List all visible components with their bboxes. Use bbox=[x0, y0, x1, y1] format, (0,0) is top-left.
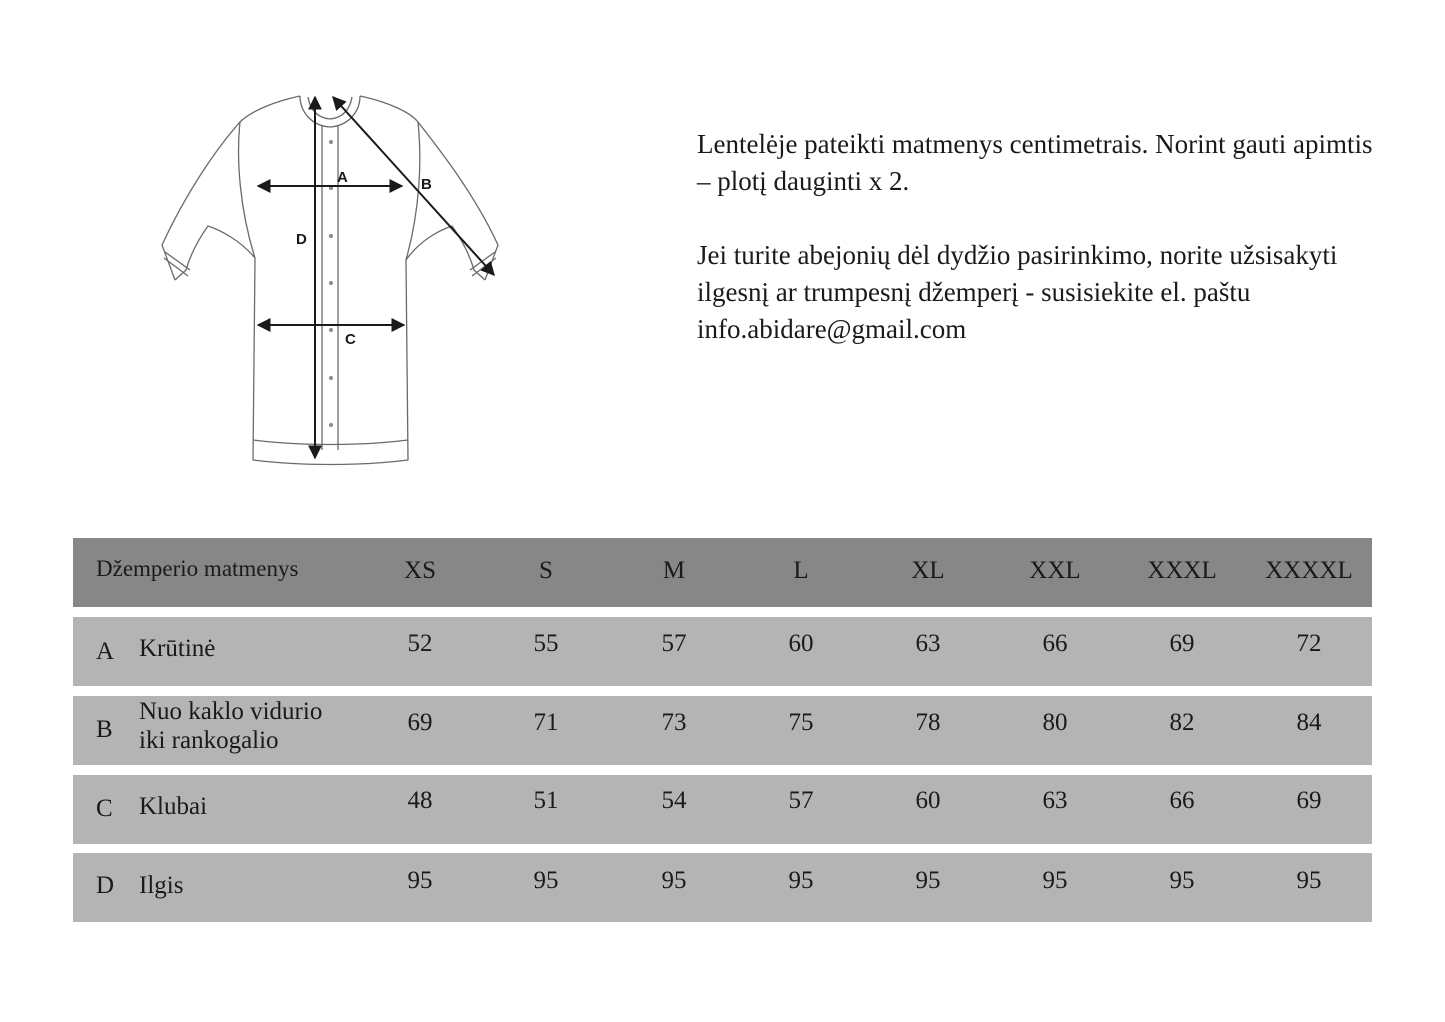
garment-diagram bbox=[150, 88, 520, 468]
cell-value: 57 bbox=[788, 787, 814, 814]
row-label-line-1: Nuo kaklo vidurio bbox=[139, 698, 323, 725]
row-letter: A bbox=[96, 638, 115, 665]
cell-value: 95 bbox=[788, 867, 814, 894]
info-text bbox=[697, 126, 1387, 348]
garment-buttons bbox=[329, 140, 333, 427]
cell-value: 69 bbox=[1296, 787, 1322, 814]
table-row-c bbox=[73, 775, 1372, 844]
cell-value: 63 bbox=[1042, 787, 1068, 814]
cell-value: 80 bbox=[1042, 709, 1068, 736]
cell-value: 95 bbox=[1296, 867, 1322, 894]
cell-value: 95 bbox=[661, 867, 687, 894]
cell-value: 57 bbox=[661, 630, 687, 657]
cell-value: 95 bbox=[1042, 867, 1068, 894]
measurement-labels bbox=[296, 169, 432, 348]
cell-value: 82 bbox=[1169, 709, 1195, 736]
header-size-xxxxl: XXXXL bbox=[1265, 557, 1353, 584]
row-label: Ilgis bbox=[139, 872, 184, 899]
row-label: Krūtinė bbox=[139, 635, 216, 662]
cell-value: 48 bbox=[407, 787, 433, 814]
cell-value: 95 bbox=[407, 867, 433, 894]
header-size-s: S bbox=[539, 557, 553, 584]
header-size-m: M bbox=[662, 557, 686, 584]
cell-value: 71 bbox=[533, 709, 559, 736]
cell-value: 66 bbox=[1169, 787, 1195, 814]
table-row-a bbox=[73, 617, 1372, 686]
row-letter: C bbox=[96, 795, 113, 822]
table-row-d bbox=[73, 853, 1372, 922]
garment-outline bbox=[162, 96, 498, 465]
label-d: D bbox=[296, 231, 307, 248]
cell-value: 84 bbox=[1296, 709, 1322, 736]
cell-value: 63 bbox=[915, 630, 941, 657]
header-size-xxxl: XXXL bbox=[1147, 557, 1217, 584]
info-paragraph-units: Lentelėje pateikti matmenys centimetrais. Norint gauti apimtis – plotį dauginti x 2. bbox=[697, 129, 1373, 196]
table-row-b bbox=[73, 696, 1372, 765]
row-label: Klubai bbox=[139, 793, 208, 820]
cell-value: 66 bbox=[1042, 630, 1068, 657]
label-b: B bbox=[421, 176, 432, 193]
cell-value: 51 bbox=[533, 787, 559, 814]
cell-value: 55 bbox=[533, 630, 559, 657]
header-size-xs: XS bbox=[404, 557, 436, 584]
header-size-xxl: XXL bbox=[1029, 557, 1081, 584]
cell-value: 60 bbox=[915, 787, 941, 814]
info-paragraph-contact: Jei turite abejonių dėl dydžio pasirinkimo, norite užsisakyti ilgesnį ar trumpesnį džemperį - susisiekite el. paštu info.abidare@gmail.com bbox=[697, 240, 1338, 344]
row-letter: B bbox=[96, 716, 113, 743]
cell-value: 73 bbox=[661, 709, 687, 736]
cell-value: 69 bbox=[407, 709, 433, 736]
cell-value: 95 bbox=[915, 867, 941, 894]
row-letter: D bbox=[96, 872, 115, 899]
cell-value: 60 bbox=[788, 630, 814, 657]
measurement-arrows bbox=[258, 97, 494, 458]
cell-value: 95 bbox=[533, 867, 559, 894]
cell-value: 95 bbox=[1169, 867, 1195, 894]
header-size-l: L bbox=[793, 557, 809, 584]
cell-value: 75 bbox=[788, 709, 814, 736]
cell-value: 52 bbox=[407, 630, 433, 657]
cell-value: 69 bbox=[1169, 630, 1195, 657]
label-c: C bbox=[345, 331, 356, 348]
header-size-xl: XL bbox=[911, 557, 945, 584]
cell-value: 54 bbox=[661, 787, 687, 814]
label-a: A bbox=[337, 169, 348, 186]
cell-value: 78 bbox=[915, 709, 941, 736]
table-header-label: Džemperio matmenys bbox=[96, 556, 299, 581]
table-header-row bbox=[73, 538, 1372, 607]
cell-value: 72 bbox=[1296, 630, 1322, 657]
row-label-line-2: iki rankogalio bbox=[139, 727, 279, 754]
